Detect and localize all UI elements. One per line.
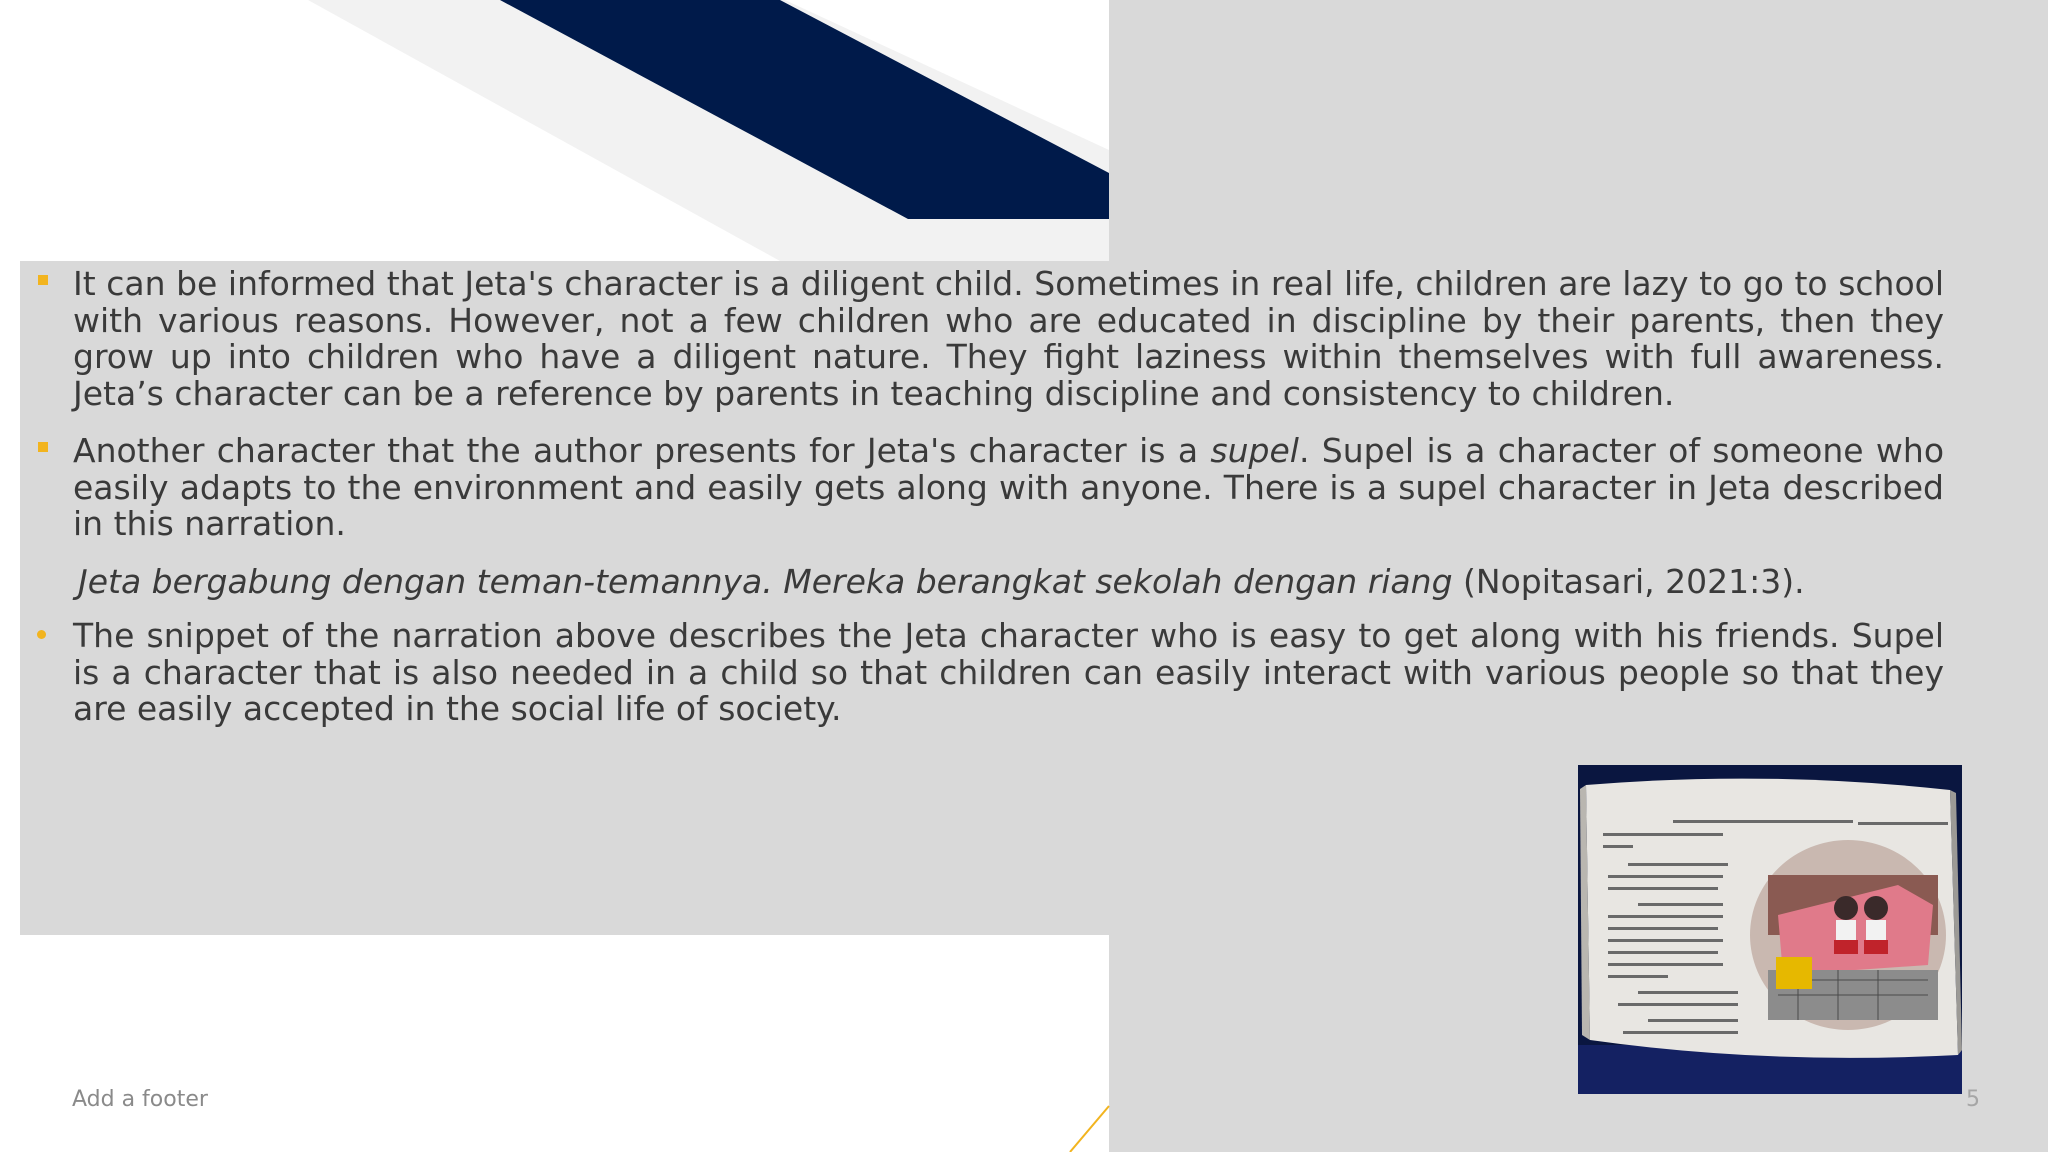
footer-text[interactable]: Add a footer	[72, 1087, 208, 1112]
body-text	[34, 266, 1944, 728]
paragraph-text-end: . Supel is a character of someone who easily adapts to the environment and easily gets along with anyone. There is a supel character in Jeta described in this narration.	[73, 431, 1945, 543]
round-bullet-icon	[37, 630, 46, 639]
page-number: 5	[1966, 1087, 1980, 1112]
narration-quote	[34, 561, 1944, 601]
supel-term: supel	[1210, 431, 1299, 470]
square-bullet-icon	[38, 442, 48, 452]
paragraph-text: The snippet of the narration above describes the Jeta character who is easy to get along with his friends. Supel is a character that is also needed in a child so that children can easily interact with various people so that they are easily accepted in the social life of society.	[73, 616, 1944, 728]
gold-accent-line	[1070, 1106, 1109, 1152]
book-photo-image	[1578, 765, 1962, 1094]
paragraph-text: It can be informed that Jeta's character is a diligent child. Sometimes in real life, children are lazy to go to school with various reasons. However, not a few children who are educated in discipline by their parents, then they grow up into children who have a diligent nature. They fight laziness within themselves with full awareness. Jeta’s character can be a reference by parents in teaching discipline and consistency to children.	[73, 264, 1944, 413]
paragraph-supel	[34, 433, 1944, 543]
paragraph-diligent	[34, 266, 1944, 412]
quote-citation: (Nopitasari, 2021:3).	[1452, 561, 1805, 601]
paragraph-text-start: Another character that the author presents for Jeta's character is a	[73, 431, 1211, 470]
quote-text: Jeta bergabung dengan teman-temannya. Mereka berangkat sekolah dengan riang	[78, 561, 1453, 601]
square-bullet-icon	[38, 275, 48, 285]
paragraph-snippet	[34, 618, 1944, 728]
